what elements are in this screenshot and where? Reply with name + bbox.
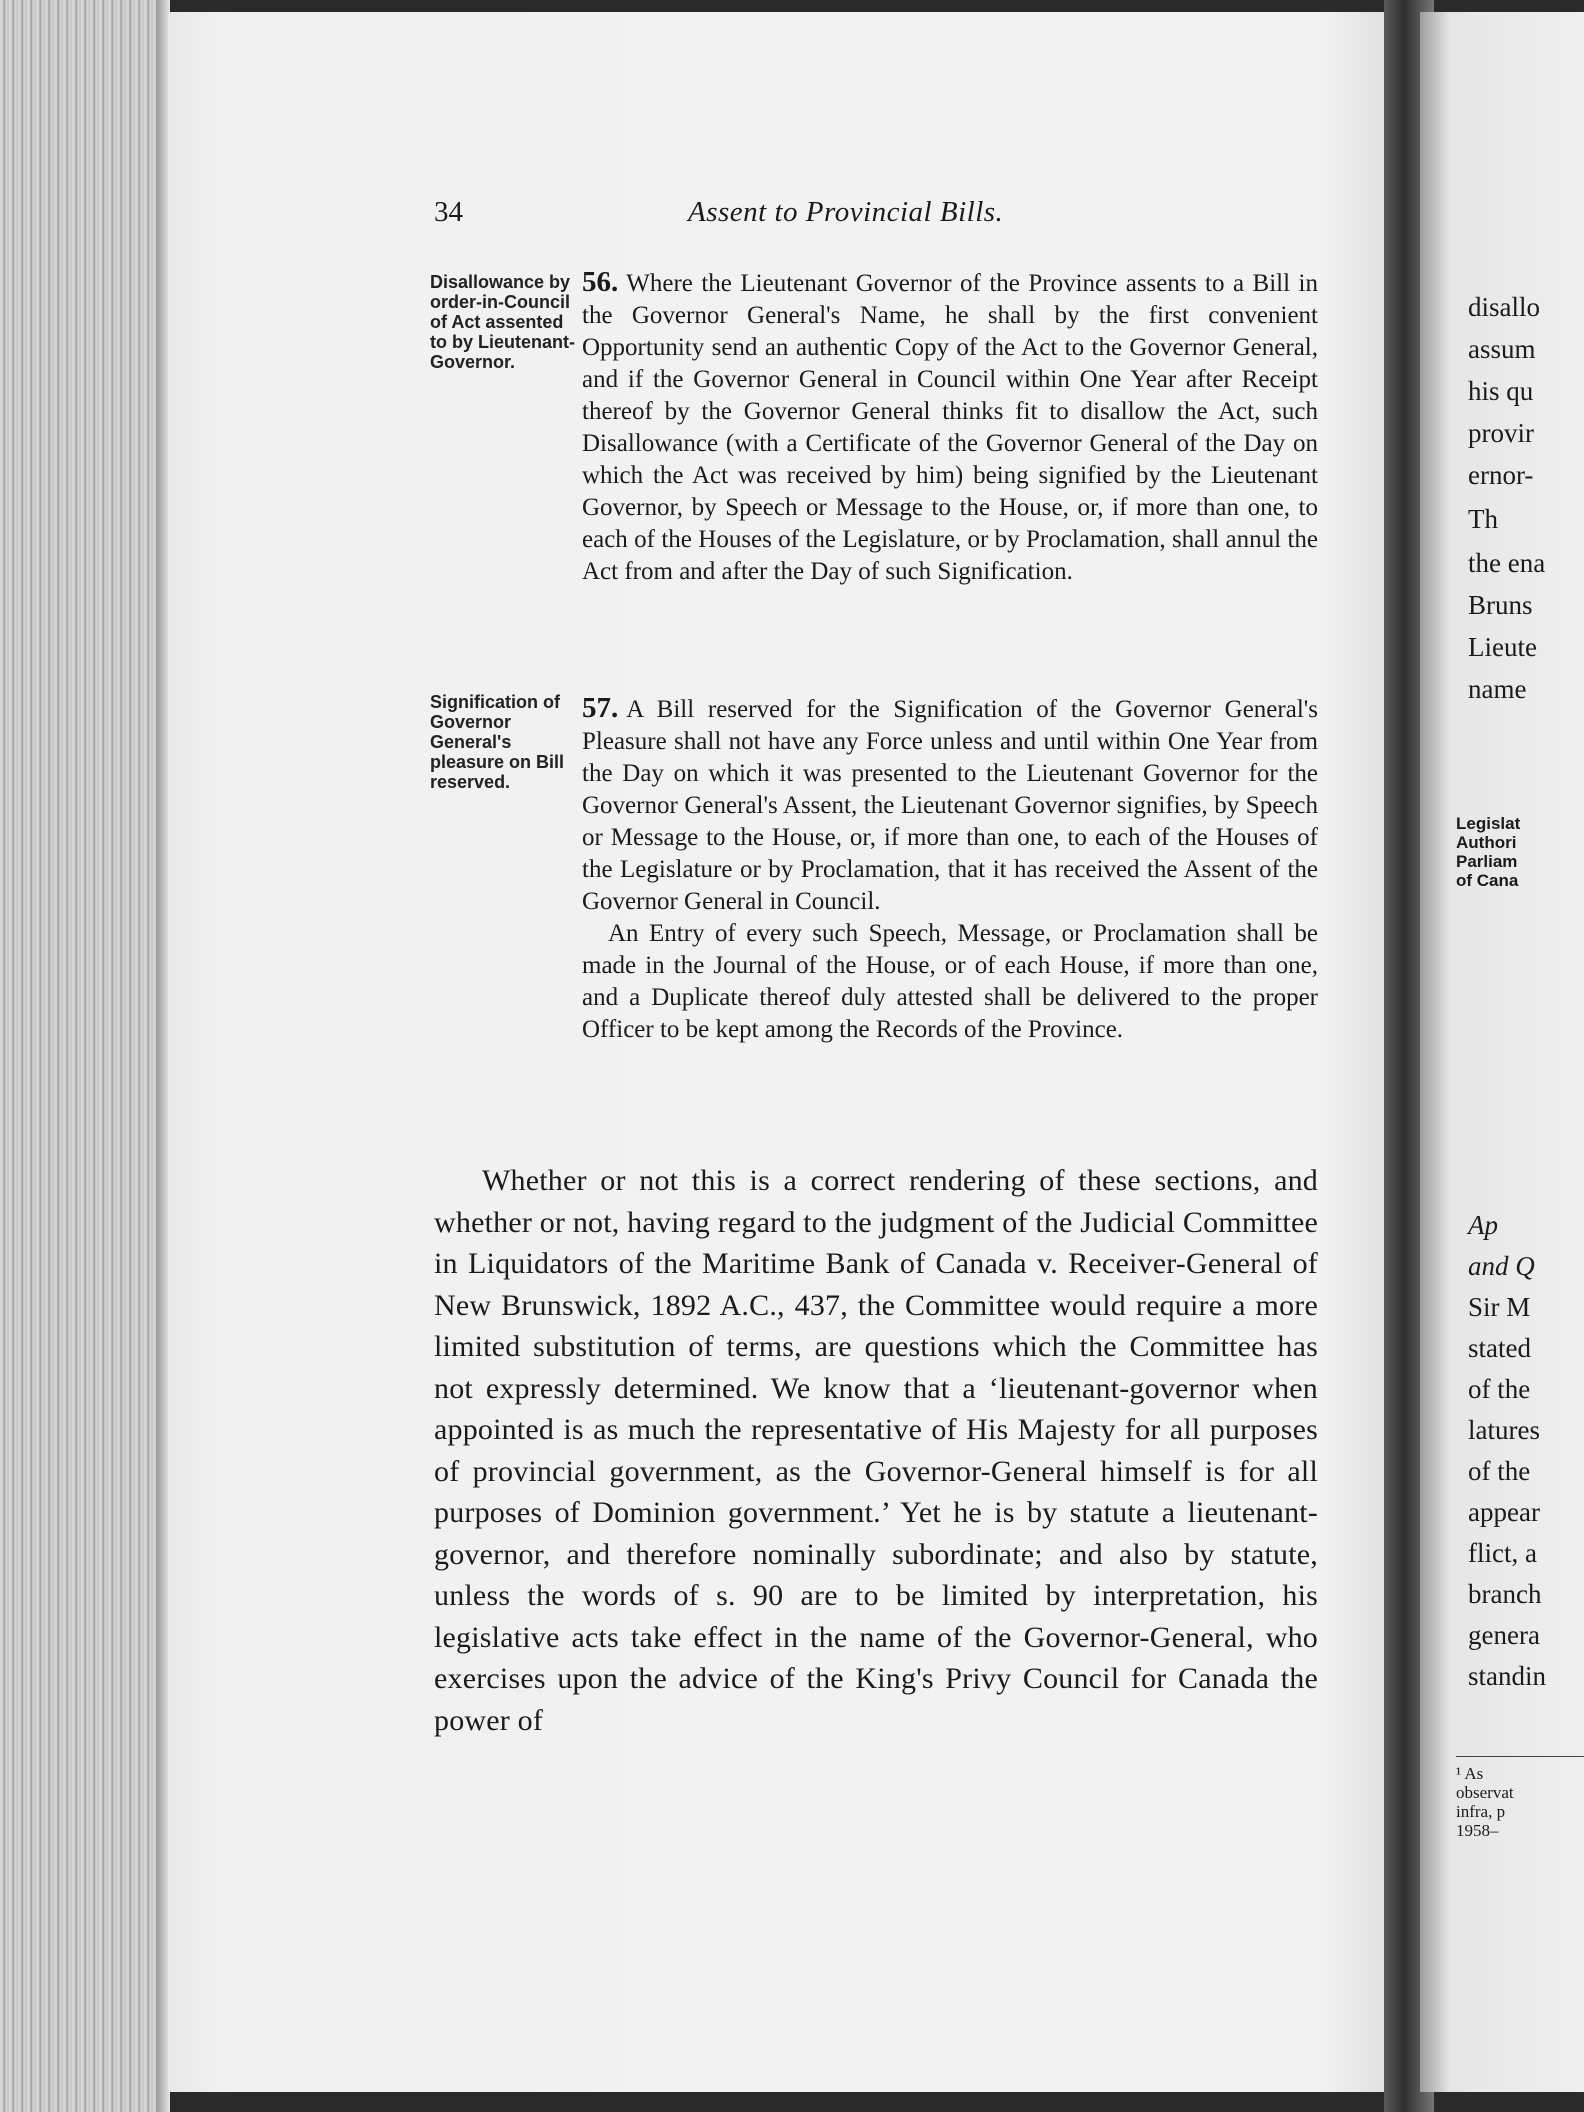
facing-footnote-line: 1958– bbox=[1456, 1821, 1499, 1840]
facing-page bbox=[1420, 12, 1584, 2092]
section-continuation: An Entry of every such Speech, Message, or Proclamation shall be made in the Journal of the House, or of each House, if more than one, and a Duplicate thereof duly attested shall be delivered to the proper Officer to be kept among the Records of the Province. bbox=[582, 920, 1318, 1043]
facing-footnote-line: observat bbox=[1456, 1783, 1514, 1802]
facing-line: Sir M bbox=[1468, 1292, 1531, 1322]
facing-line: ernor- bbox=[1468, 460, 1534, 490]
facing-line: branch bbox=[1468, 1579, 1542, 1609]
section-text: A Bill reserved for the Signification of the Governor General's Pleasure shall not have any Force unless and until within One Year from the Day on which it was presented to the Lieutenant Governor for the Governor General's Assent, the Lieutenant Governor signifies, by Speech or Message to the House, or, if more than one, to each of the Houses of the Legislature or by Proclamation, that it has received the Assent of the Governor General in Council. bbox=[582, 696, 1318, 915]
side-note-57: Signification of Governor General's pleasure on Bill reserved. bbox=[430, 692, 565, 792]
section-number: 56. bbox=[582, 266, 619, 298]
footnote-rule bbox=[1456, 1756, 1584, 1757]
facing-line: the ena bbox=[1468, 548, 1546, 578]
facing-line: disallo bbox=[1468, 292, 1540, 322]
facing-side-note-line: Legislat bbox=[1456, 814, 1521, 833]
facing-side-note-line: of Cana bbox=[1456, 871, 1519, 890]
facing-line: Bruns bbox=[1468, 590, 1533, 620]
book-page-edges bbox=[0, 0, 170, 2112]
section-text: Where the Lieutenant Governor of the Province assents to a Bill in the Governor General's Name, he shall by the first convenient Opportunity send an authentic Copy of the Act to the Governor General, and if the Governor General in Council within One Year after Receipt thereof by the Governor General thinks fit to disallow the Act, such Disallowance (with a Certificate of the Governor General of the Day on which the Act was received by him) being signified by the Lieutenant Governor, by Speech or Message to the House, or, if more than one, to each of the Houses of the Legislature, or by Proclamation, shall annul the Act from and after the Day of such Signification. bbox=[582, 270, 1318, 585]
facing-line: appear bbox=[1468, 1497, 1540, 1527]
facing-line: of the bbox=[1468, 1374, 1531, 1404]
paragraph-text: Whether or not this is a correct rendering of these sections, and whether or not, having regard to the judgment of the Judicial Committee in Liquidators of the Maritime Bank of Canada v. Receiver-General of New Brunswick, 1892 A.C., 437, the Committee would require a more limited substitution of terms, are questions which the Committee has not expressly determined. We know that a ‘lieutenant-governor when appointed is as much the representative of His Majesty for all purposes of provincial government, as the Governor-General himself is for all purposes of Dominion government.’ Yet he is by statute a lieutenant-governor, and therefore nominally subordinate; and also by statute, unless the words of s. 90 are to be limited by interpretation, his legislative acts take effect in the name of the Governor-General, who exercises upon the advice of the King's Privy Council for Canada the power of bbox=[434, 1164, 1318, 1737]
facing-side-note-line: Parliam bbox=[1456, 852, 1518, 871]
facing-line: genera bbox=[1468, 1620, 1540, 1650]
facing-line: Ap bbox=[1468, 1210, 1498, 1240]
facing-line: standin bbox=[1468, 1661, 1546, 1691]
facing-line: name bbox=[1468, 674, 1527, 704]
section-56 bbox=[582, 266, 1318, 588]
facing-line: his qu bbox=[1468, 376, 1534, 406]
page-number: 34 bbox=[434, 196, 463, 228]
facing-line: and Q bbox=[1468, 1251, 1535, 1281]
facing-line: latures bbox=[1468, 1415, 1540, 1445]
facing-line: provir bbox=[1468, 418, 1534, 448]
facing-line: assum bbox=[1468, 334, 1536, 364]
body-paragraph bbox=[434, 1160, 1318, 1741]
side-note-56: Disallowance by order-in-Council of Act assented to by Lieutenant-Governor. bbox=[430, 272, 575, 372]
facing-line: Lieute bbox=[1468, 632, 1537, 662]
facing-line: of the bbox=[1468, 1456, 1531, 1486]
facing-footnote-line: infra, p bbox=[1456, 1802, 1506, 1821]
facing-side-note-line: Authori bbox=[1456, 833, 1517, 852]
facing-footnote-line: ¹ As bbox=[1456, 1764, 1484, 1783]
page-header bbox=[434, 196, 1318, 232]
section-number: 57. bbox=[582, 692, 619, 724]
facing-line: stated bbox=[1468, 1333, 1531, 1363]
facing-line: Th bbox=[1468, 504, 1498, 534]
facing-line: flict, a bbox=[1468, 1538, 1537, 1568]
running-title: Assent to Provincial Bills. bbox=[688, 196, 1004, 228]
section-57 bbox=[582, 692, 1318, 1046]
